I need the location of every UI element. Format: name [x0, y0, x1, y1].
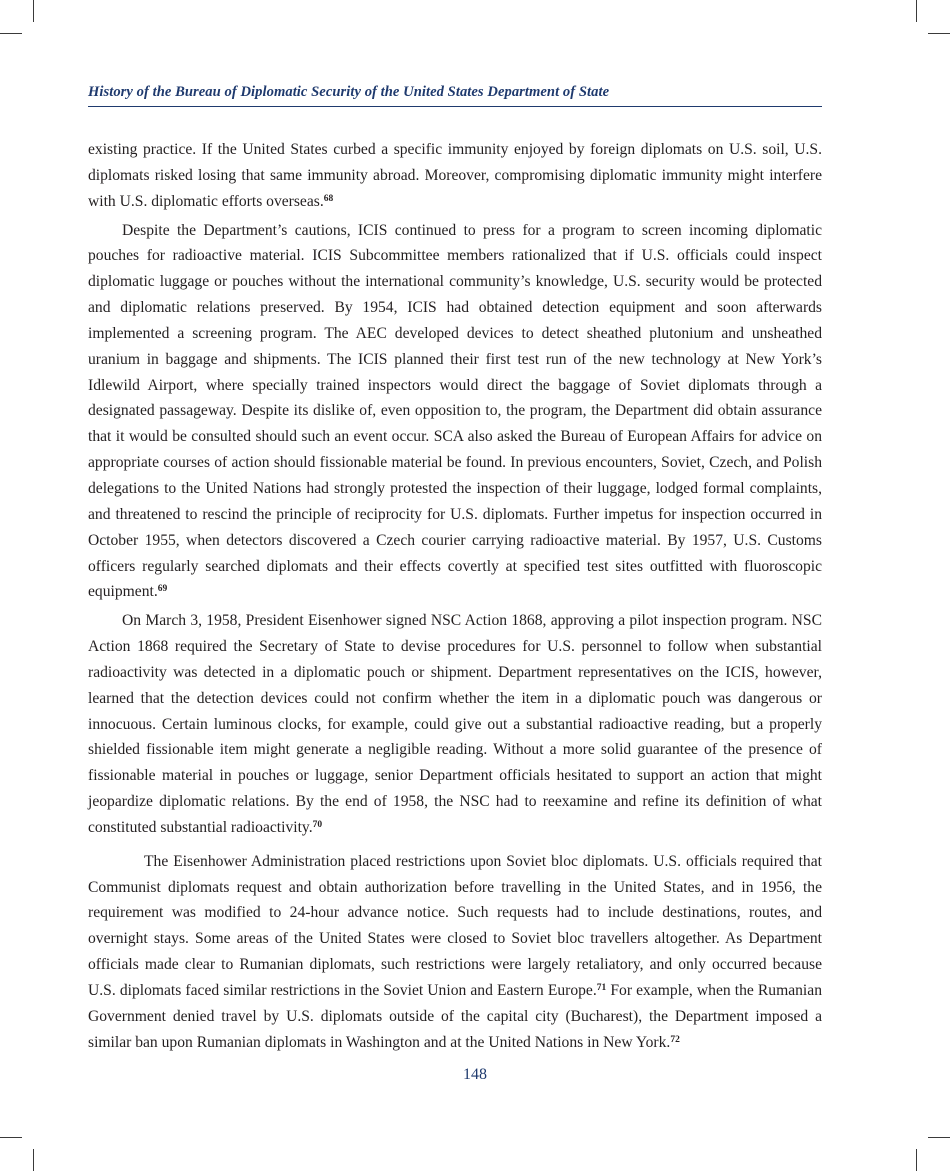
- crop-mark-top-right: [916, 0, 917, 22]
- crop-mark-bottom-left: [33, 1149, 34, 1171]
- paragraph-3: [88, 608, 822, 841]
- crop-mark-top-left: [33, 0, 34, 22]
- page-number: 148: [463, 1066, 487, 1083]
- header-rule: [88, 106, 822, 107]
- footnote-ref: 72: [670, 1034, 680, 1045]
- paragraph-2: [88, 218, 822, 606]
- footnote-ref: 70: [312, 819, 323, 830]
- paragraph-text: Despite the Department’s cautions, ICIS continued to press for a program to screen incoming diplomatic pouches for radioactive material. ICIS Subcommittee members rationalized that if U.S. officials could inspect diplomatic luggage or pouches without the international community’s knowledge, U.S. security would be protected and diplomatic relations preserved. By 1954, ICIS had obtained detection equipment and soon afterwards implemented a screening program. The AEC developed devices to detect sheathed plutonium and unsheathed uranium in baggage and shipments. The ICIS planned their first test run of the new technology at New York’s Idlewild Airport, where specially trained inspectors would direct the baggage of Soviet diplomats through a designated passageway. Despite its dislike of, even opposition to, the program, the Department did obtain assurance that it would be consulted should such an event occur. SCA also asked the Bureau of European Affairs for advice on appropriate courses of action should fissionable material be found. In previous encounters, Soviet, Czech, and Polish delegations to the United Nations had strongly protested the inspection of their luggage, lodged formal complaints, and threatened to rescind the principle of reciprocity for U.S. diplomats. Further impetus for inspection occurred in October 1955, when detectors discovered a Czech courier carrying radioactive material. By 1957, U.S. Customs officers regularly searched diplomats and their effects covertly at specified test sites outfitted with fluoroscopic equipment.: [88, 221, 822, 601]
- paragraph-text: For example, when the Rumanian Government denied travel by U.S. diplomats outside of the capital city (Bucharest), the Department imposed a similar ban upon Rumanian diplomats in Washington and at the United Nations in New York.: [88, 982, 822, 1051]
- footnote-ref: 68: [323, 193, 334, 204]
- crop-mark-bottom-left-horizontal: [0, 1137, 22, 1138]
- body-text: [88, 137, 822, 1056]
- footnote-ref: 69: [157, 584, 168, 595]
- running-header-title: History of the Bureau of Diplomatic Security of the United States Department of State: [88, 84, 610, 100]
- crop-mark-top-right-horizontal: [928, 33, 950, 34]
- paragraph-1: [88, 137, 822, 215]
- paragraph-4: [88, 849, 822, 1056]
- footnote-ref: 71: [596, 983, 607, 993]
- paragraph-text: The Eisenhower Administration placed restrictions upon Soviet bloc diplomats. U.S. officials required that Communist diplomats request and obtain authorization before travelling in the United States, and in 1956, the requirement was modified to 24-hour advance notice. Such requests had to include destinations, routes, and overnight stays. Some areas of the United States were closed to Soviet bloc travellers altogether. As Department officials made clear to Rumanian diplomats, such restrictions were largely retaliatory, and only occurred because U.S. diplomats faced similar restrictions in the Soviet Union and Eastern Europe.: [88, 852, 822, 999]
- crop-mark-bottom-right: [916, 1149, 917, 1171]
- paragraph-text: On March 3, 1958, President Eisenhower signed NSC Action 1868, approving a pilot inspection program. NSC Action 1868 required the Secretary of State to devise procedures for U.S. personnel to follow when substantial radioactivity was detected in a diplomatic pouch or shipment. Department representatives on the ICIS, however, learned that the detection devices could not confirm whether the item in a diplomatic pouch was dangerous or innocuous. Certain luminous clocks, for example, could give out a substantial radioactive reading, but a properly shielded fissionable item might generate a negligible reading. Without a more solid guarantee of the presence of fissionable material in pouches or luggage, senior Department officials hesitated to support an action that might jeopardize diplomatic relations. By the end of 1958, the NSC had to reexamine and refine its definition of what constituted substantial radioactivity.: [88, 612, 822, 836]
- crop-mark-bottom-right-horizontal: [928, 1137, 950, 1138]
- paragraph-text: existing practice. If the United States curbed a specific immunity enjoyed by foreign diplomats on U.S. soil, U.S. diplomats risked losing that same immunity abroad. Moreover, compromising diplomatic immunity might interfere with U.S. diplomatic efforts overseas.: [88, 141, 822, 210]
- crop-mark-top-left-horizontal: [0, 33, 22, 34]
